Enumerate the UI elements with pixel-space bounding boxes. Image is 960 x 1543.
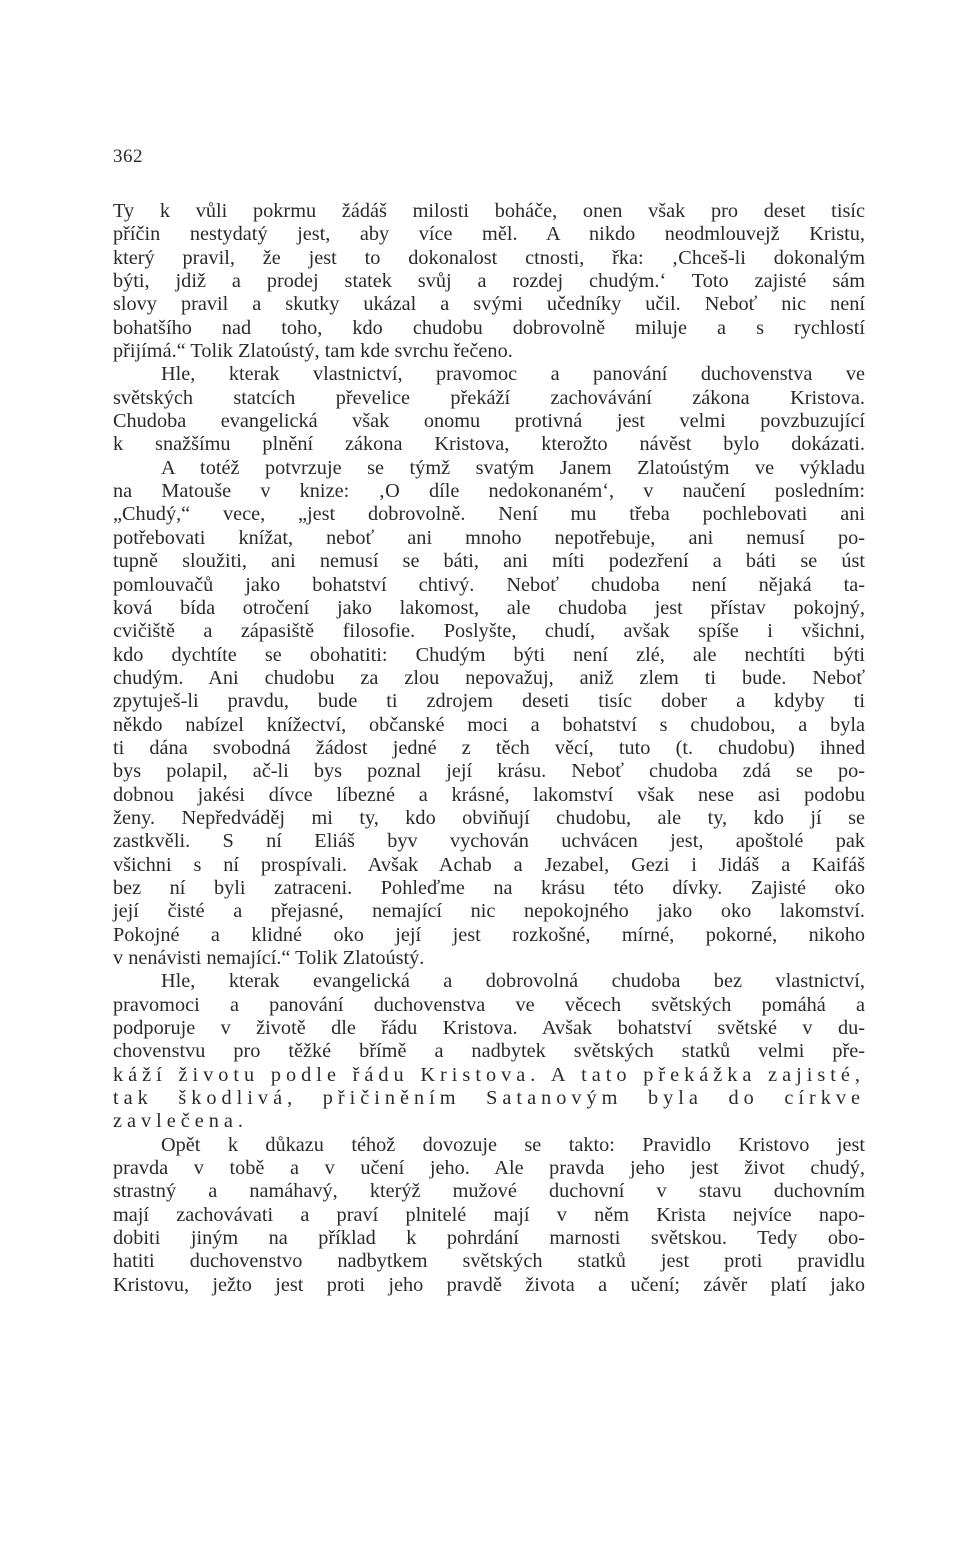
text-line: A totéž potvrzuje se týmž svatým Janem Zlatoústým ve výkladu — [161, 456, 865, 479]
text-line: káží životu podle řádu Kristova. A tato překážka zajisté, — [113, 1063, 865, 1086]
text-line: potřebovati knížat, neboť ani mnoho nepotřebuje, ani nemusí po- — [113, 526, 865, 549]
text-line: býti, jdiž a prodej statek svůj a rozdej chudým.‘ Toto zajisté sám — [113, 270, 865, 293]
text-line: Hle, kterak vlastnictví, pravomoc a panování duchovenstva ve — [161, 363, 865, 386]
text-line: strastný a namáhavý, kterýž mužové duchovní v stavu duchovním — [113, 1180, 865, 1203]
text-line: zastkvěli. S ní Eliáš byv vychován uchvácen jest, apoštolé pak — [113, 830, 865, 853]
text-line: pomlouvačů jako bohatství chtivý. Neboť chudoba není nějaká ta- — [113, 573, 865, 596]
text-line: v nenávisti nemající.“ Tolik Zlatoústý. — [113, 947, 425, 969]
page-number: 362 — [113, 146, 143, 167]
text-line: zavlečena. — [113, 1110, 248, 1133]
text-line: dobnou jakési dívce líbezné a krásné, lakomství však nese asi podobu — [113, 783, 865, 806]
text-line: chudým. Ani chudobu za zlou nepovažuj, aniž zlem ti bude. Neboť — [113, 666, 865, 689]
text-line: podporuje v životě dle řádu Kristova. Avšak bohatství světské v du- — [113, 1017, 865, 1040]
text-line: tak škodlivá, přičiněním Satanovým byla do církve — [113, 1087, 865, 1110]
text-line: ženy. Nepředváděj mi ty, kdo obviňují chudobu, ale ty, kdo jí se — [113, 806, 865, 829]
text-line: mají zachovávati a praví plnitelé mají v něm Krista nejvíce napo- — [113, 1203, 865, 1226]
text-line: ková bída otročení jako lakomost, ale chudoba jest přístav pokojný, — [113, 596, 865, 619]
text-line: chovenstvu pro těžké břímě a nadbytek světských statků velmi pře- — [113, 1040, 865, 1063]
text-line: bys polapil, ač-li bys poznal její krásu. Neboť chudoba zdá se po- — [113, 760, 865, 783]
text-line: na Matouše v knize: ‚O díle nedokonaném‘, v naučení posledním: — [113, 480, 865, 503]
text-line: pravda v tobě a v učení jeho. Ale pravda jeho jest život chudý, — [113, 1157, 865, 1180]
text-line: Ty k vůli pokrmu žádáš milosti boháče, onen však pro deset tisíc — [113, 200, 865, 222]
text-line: její čisté a přejasné, nemající nic nepokojného jako oko lakomství. — [113, 900, 865, 923]
text-line: všichni s ní prospívali. Avšak Achab a Jezabel, Gezi i Jidáš a Kaifáš — [113, 853, 865, 876]
text-line: Opět k důkazu téhož dovozuje se takto: Pravidlo Kristovo jest — [161, 1133, 865, 1156]
text-line: který pravil, že jest to dokonalost ctnosti, řka: ‚Chceš-li dokonalým — [113, 246, 865, 269]
text-line: „Chudý,“ vece, „jest dobrovolně. Není mu třeba pochlebovati ani — [113, 503, 865, 526]
text-line: zpytuješ-li pravdu, bude ti zdrojem deseti tisíc dober a kdyby ti — [113, 690, 865, 713]
body-text — [113, 200, 865, 1297]
text-line: světských statcích převelice překáží zachovávání zákona Kristova. — [113, 386, 865, 409]
text-line: Chudoba evangelická však onomu protivná jest velmi povzbuzující — [113, 410, 865, 433]
text-line: dobiti jiným na příklad k pohrdání marnosti světskou. Tedy obo- — [113, 1227, 865, 1250]
text-line: cvičiště a zápasiště filosofie. Poslyšte, chudí, avšak spíše i všichni, — [113, 620, 865, 643]
text-line: přijímá.“ Tolik Zlatoústý, tam kde svrchu řečeno. — [113, 340, 513, 363]
text-line: příčin nestydatý jest, aby více měl. A nikdo neodmlouvejž Kristu, — [113, 223, 865, 246]
text-line: k snažšímu plnění zákona Kristova, kterožto návěst bylo dokázati. — [113, 433, 865, 456]
text-line: tupně sloužiti, ani nemusí se báti, ani míti podezření a báti se úst — [113, 550, 865, 573]
text-line: slovy pravil a skutky ukázal a svými učedníky učil. Neboť nic není — [113, 293, 865, 316]
text-line: Kristovu, ježto jest proti jeho pravdě života a učení; závěr platí jako — [113, 1273, 865, 1296]
text-line: Pokojné a klidné oko její jest rozkošné, mírné, pokorné, nikoho — [113, 923, 865, 946]
text-line: bohatšího nad toho, kdo chudobu dobrovolně miluje a s rychlostí — [113, 316, 865, 339]
text-line: někdo nabízel knížectví, občanské moci a bohatství s chudobou, a byla — [113, 713, 865, 736]
text-line: hatiti duchovenstvo nadbytkem světských statků jest proti pravidlu — [113, 1250, 865, 1273]
text-line: ti dána svobodná žádost jedné z těch věcí, tuto (t. chudobu) ihned — [113, 736, 865, 759]
text-line: Hle, kterak evangelická a dobrovolná chudoba bez vlastnictví, — [161, 970, 865, 993]
text-line: pravomoci a panování duchovenstva ve věcech světských pomáhá a — [113, 993, 865, 1016]
text-line: bez ní byli zatraceni. Pohleďme na krásu této dívky. Zajisté oko — [113, 876, 865, 899]
text-line: kdo dychtíte se obohatiti: Chudým býti není zlé, ale nechtíti býti — [113, 643, 865, 666]
